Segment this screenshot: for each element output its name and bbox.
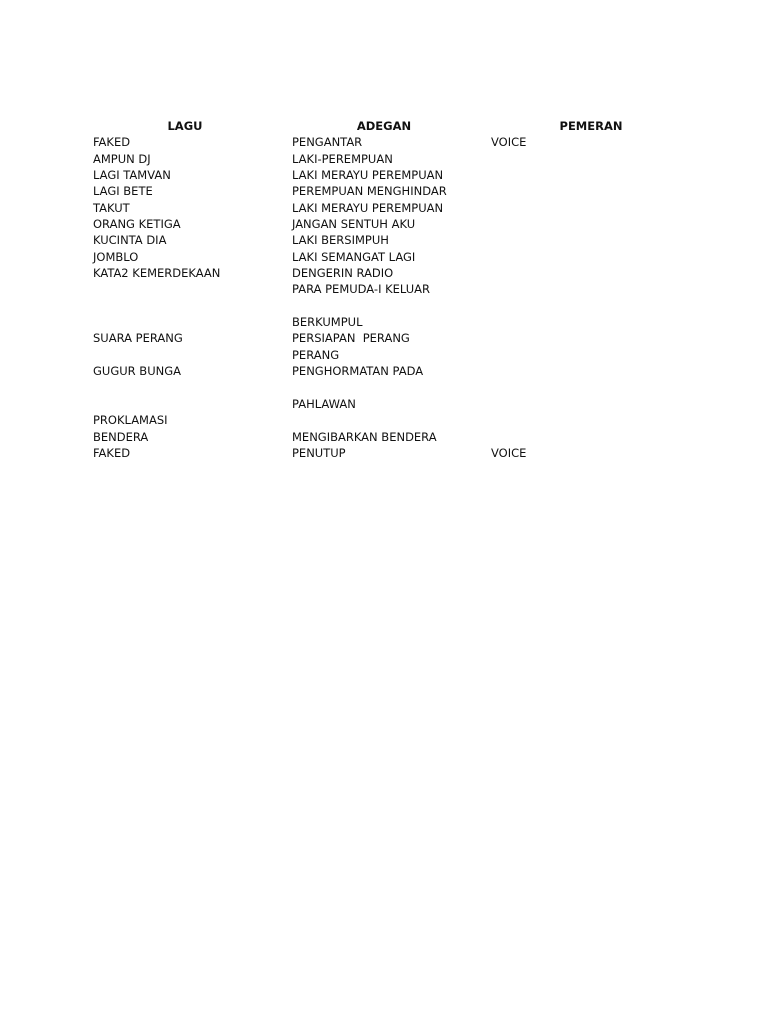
cell-pemeran [491, 396, 691, 412]
cell-adegan [292, 380, 491, 396]
cell-adegan: PENUTUP [292, 445, 346, 460]
header-adegan: ADEGAN [356, 119, 412, 133]
table-row [93, 151, 693, 167]
cell-lagu: FAKED [93, 445, 131, 460]
cell-pemeran [491, 200, 691, 216]
cell-lagu [93, 281, 292, 297]
cell-adegan: PENGHORMATAN PADA [292, 364, 424, 379]
cell-lagu: PROKLAMASI [93, 413, 168, 428]
cell-adegan: JANGAN SENTUH AKU [292, 217, 416, 232]
table-header-row [93, 118, 693, 134]
cell-pemeran [491, 412, 691, 428]
cell-pemeran: VOICE [491, 135, 527, 150]
table-row [93, 265, 693, 281]
cell-adegan: PERANG [292, 347, 340, 362]
cell-adegan: LAKI MERAYU PEREMPUAN [292, 168, 444, 183]
table-row [93, 167, 693, 183]
table-row [93, 183, 693, 199]
cell-lagu: KUCINTA DIA [93, 233, 167, 248]
header-pemeran: PEMERAN [559, 119, 623, 133]
cell-pemeran [491, 363, 691, 379]
table-row [93, 445, 693, 461]
table-row [93, 200, 693, 216]
cell-pemeran [491, 330, 691, 346]
cell-adegan: MENGIBARKAN BENDERA [292, 429, 437, 444]
table-row [93, 232, 693, 248]
table-row [93, 429, 693, 445]
cell-pemeran [491, 314, 691, 330]
table-row [93, 134, 693, 150]
cell-pemeran [491, 183, 691, 199]
table-row [93, 412, 693, 428]
cell-adegan: BERKUMPUL [292, 315, 363, 330]
cell-lagu [93, 347, 292, 363]
cell-pemeran [491, 298, 691, 314]
cell-adegan: PAHLAWAN [292, 396, 356, 411]
table-row [93, 298, 693, 314]
cell-adegan: LAKI BERSIMPUH [292, 233, 389, 248]
cell-lagu: LAGI BETE [93, 184, 153, 199]
cell-pemeran [491, 380, 691, 396]
cell-lagu: AMPUN DJ [93, 151, 151, 166]
cell-lagu [93, 380, 292, 396]
cell-adegan: PARA PEMUDA-I KELUAR [292, 282, 431, 297]
cell-pemeran [491, 429, 691, 445]
cell-pemeran [491, 281, 691, 297]
song-scene-table [93, 118, 693, 461]
table-body [93, 134, 693, 461]
table-row [93, 281, 693, 297]
cell-adegan: DENGERIN RADIO [292, 266, 394, 281]
cell-pemeran [491, 232, 691, 248]
cell-lagu: FAKED [93, 135, 131, 150]
cell-pemeran [491, 151, 691, 167]
table-row [93, 380, 693, 396]
cell-adegan: PEREMPUAN MENGHINDAR [292, 184, 447, 199]
cell-lagu: ORANG KETIGA [93, 217, 181, 232]
table-row [93, 363, 693, 379]
cell-lagu: BENDERA [93, 429, 149, 444]
cell-pemeran [491, 167, 691, 183]
cell-lagu: JOMBLO [93, 249, 139, 264]
cell-adegan: PENGANTAR [292, 135, 363, 150]
cell-pemeran [491, 216, 691, 232]
cell-pemeran [491, 347, 691, 363]
cell-lagu [93, 298, 292, 314]
table-row [93, 396, 693, 412]
cell-lagu: KATA2 KEMERDEKAAN [93, 266, 221, 281]
cell-adegan: LAKI SEMANGAT LAGI [292, 249, 416, 264]
cell-adegan: PERSIAPAN PERANG [292, 331, 410, 346]
cell-adegan: LAKI-PEREMPUAN [292, 151, 393, 166]
cell-adegan [292, 298, 491, 314]
table-row [93, 314, 693, 330]
cell-adegan: LAKI MERAYU PEREMPUAN [292, 200, 444, 215]
cell-lagu: TAKUT [93, 200, 130, 215]
header-lagu: LAGU [167, 119, 203, 133]
cell-lagu: LAGI TAMVAN [93, 168, 171, 183]
cell-lagu: SUARA PERANG [93, 331, 183, 346]
cell-pemeran: VOICE [491, 445, 527, 460]
cell-pemeran [491, 249, 691, 265]
table-row [93, 347, 693, 363]
cell-adegan [292, 412, 491, 428]
table-row [93, 249, 693, 265]
cell-pemeran [491, 265, 691, 281]
cell-lagu [93, 396, 292, 412]
table-row [93, 216, 693, 232]
cell-lagu: GUGUR BUNGA [93, 364, 181, 379]
cell-lagu [93, 314, 292, 330]
table-row [93, 330, 693, 346]
